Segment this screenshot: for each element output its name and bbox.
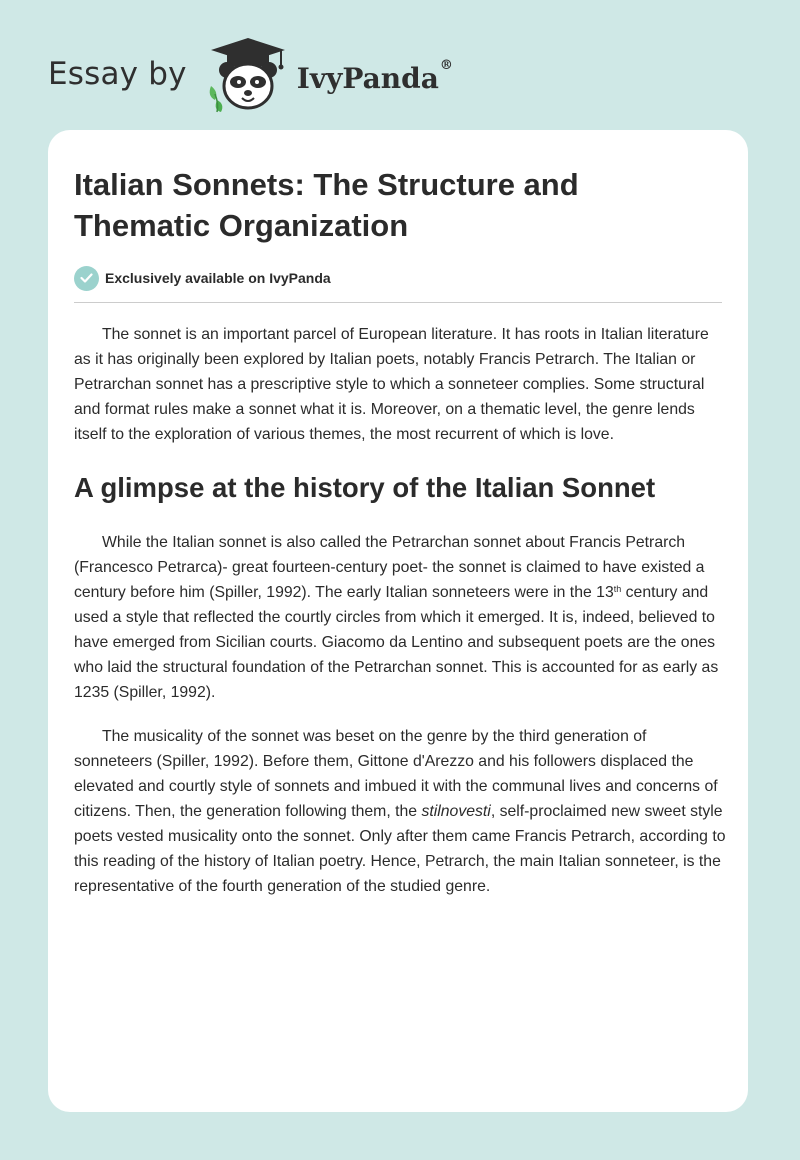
essay-title: Italian Sonnets: The Structure and Thematic Organization: [74, 167, 579, 243]
history-text-a: While the Italian sonnet is also called the Petrarchan sonnet about Francis Petrarch (Francesco Petrarca)- great fourteen-century poet- the sonnet is claimed to have existed a century before him (Spiller, 1992). The early Italian sonneteers were in the 13: [74, 534, 705, 601]
panda-graduate-icon: [205, 34, 291, 114]
divider: [74, 302, 722, 303]
badge-text: Exclusively available on IvyPanda: [105, 270, 331, 286]
intro-paragraph: The sonnet is an important parcel of European literature. It has roots in Italian literature as it has originally been explored by Italian poets, notably Francis Petrarch. The Italian or Petrarchan sonnet has a prescriptive style to which a sonneteer complies. Some structural and format rules make a sonnet what it is. Moreover, on a thematic level, the genre lends itself to the exploration of various themes, the most recurrent of which is love.: [74, 326, 709, 443]
history-text-b: century and used a style that reflected the courtly circles from which it emerged. It is, indeed, believed to have emerged from Sicilian courts. Giacomo da Lentino and subsequent poets are the ones who laid the structural foundation of the Petrarchan sonnet. This is accounted for as early as 1235 (Spiller, 1992).: [74, 584, 719, 701]
essay-by-label: Essay by: [48, 56, 187, 92]
exclusive-badge: [74, 265, 722, 291]
brand-text: IvyPanda: [296, 61, 439, 95]
musicality-text-a: The musicality of the sonnet was beset on the genre by the third generation of sonneteers (Spiller, 1992). Before them, Gittone d'Arezzo and his followers displaced the elevated and courtly style of sonnets and imbued it with the communal lives and concerns of citizens. Then, the generation following them, the: [74, 728, 718, 820]
essay-card: [48, 130, 748, 1112]
ordinal-suffix: th: [613, 584, 622, 594]
registered-mark: ®: [439, 57, 453, 73]
site-header: [48, 34, 453, 114]
brand-name: [296, 57, 453, 95]
check-icon: [74, 266, 99, 291]
musicality-paragraph: [74, 724, 726, 899]
history-paragraph: [74, 530, 726, 705]
stilnovesti-term: stilnovesti: [421, 803, 491, 820]
section-heading: A glimpse at the history of the Italian Sonnet: [74, 472, 656, 503]
musicality-text-b: , self-proclaimed new sweet style poets vested musicality onto the sonnet. Only after them came Francis Petrarch, according to this reading of the history of Italian poetry. Hence, Petrarch, the main Italian sonneteer, is the representative of the fourth generation of the studied genre.: [74, 803, 726, 895]
